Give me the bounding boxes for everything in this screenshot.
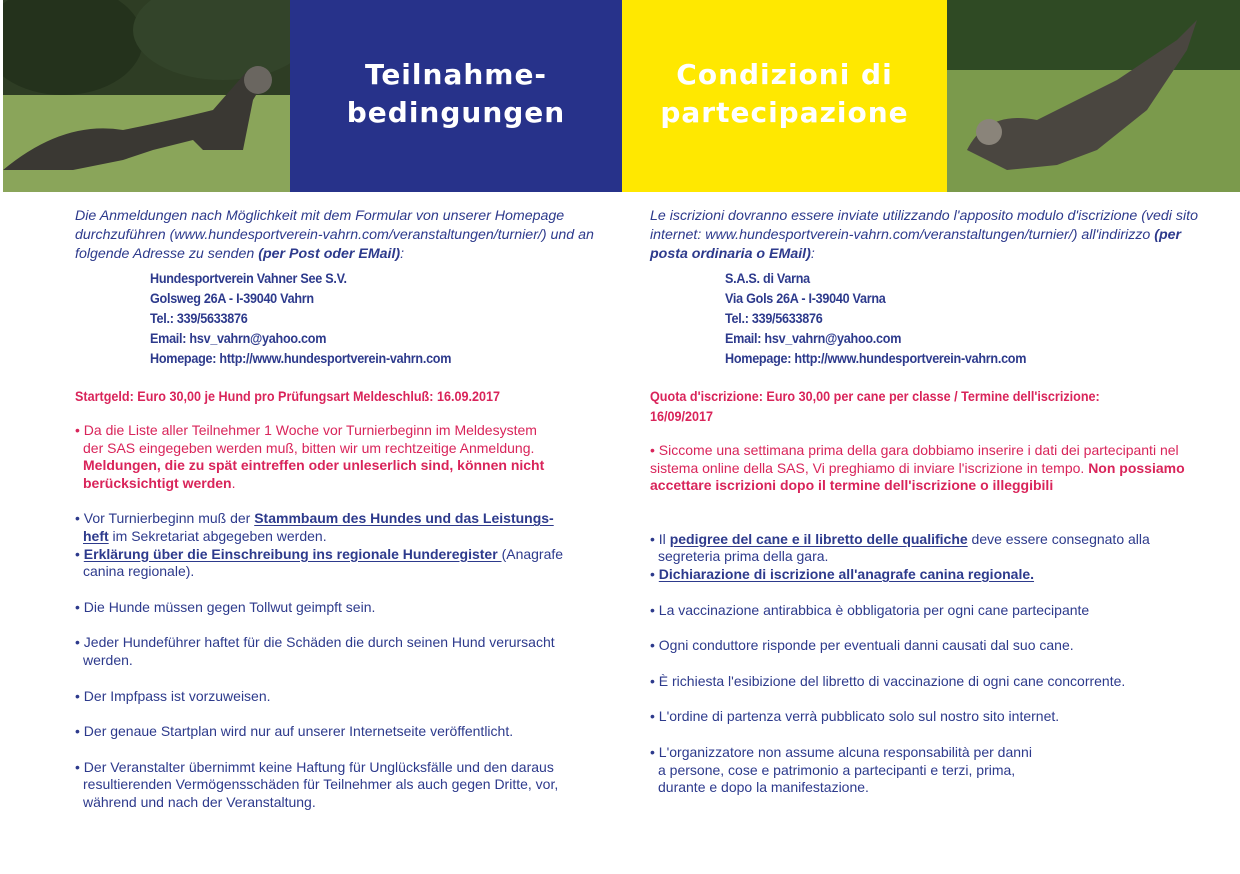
list-item: • Jeder Hundeführer haftet für die Schäden die durch seinen Hund verursacht werden.: [75, 634, 555, 668]
list-item: • Dichiarazione di iscrizione all'anagrafe canina regionale.: [650, 565, 1035, 582]
header-banner: [3, 0, 1240, 192]
intro-italian: Le iscrizioni dovranno essere inviate utilizzando l'apposito modulo d'iscrizione (vedi sito internet: www.hundesportverein-vahrn.com/veranstaltungen/turnier/) all'indirizzo (per posta ordinaria o EMail):: [650, 208, 1198, 262]
list-item: • Il pedigree del cane e il libretto delle qualifiche deve essere consegnato alla segreteria prima della gara.: [650, 530, 1150, 565]
list-item: • Der Veranstalter übernimmt keine Haftung für Unglücksfälle und den daraus resultierenden Vermögensschäden für Teilnehmer als auch gegen Dritte, vor, während und nach der Veranstaltung.: [75, 758, 559, 810]
address-line: Golsweg 26A - I-39040 Vahrn: [150, 290, 314, 306]
list-item: • Der genaue Startplan wird nur auf unserer Internetseite veröffentlicht.: [75, 723, 514, 740]
list-item: • Die Hunde müssen gegen Tollwut geimpft sein.: [75, 598, 376, 615]
photo-dog-jumping-right: [947, 0, 1240, 192]
title-italian: Condizioni di partecipazione: [660, 58, 909, 129]
homepage-line: Homepage: http://www.hundesportverein-vahrn.com: [725, 350, 1027, 366]
intro-german: Die Anmeldungen nach Möglichkeit mit dem Formular von unserer Homepage durchzuführen (www.hundesportverein-vahrn.com/veranstaltungen/turnier/) und an folgende Adresse zu senden (per Post oder EMail):: [75, 208, 594, 262]
list-item: • Siccome una settimana prima della gara dobbiamo inserire i dati dei partecipanti nel sistema online della SAS, Vi preghiamo di inviare l'iscrizione in tempo. Non possiamo accettare iscrizioni dopo il termine dell'iscrizione o illeggibili: [650, 442, 1185, 494]
address-line: Hundesportverein Vahner See S.V.: [150, 270, 347, 286]
title-band-german: [290, 0, 622, 192]
phone-line: Tel.: 339/5633876: [150, 310, 248, 326]
list-item: • È richiesta l'esibizione del libretto di vaccinazione di ogni cane concorrente.: [650, 672, 1126, 689]
list-item: • Da die Liste aller Teilnehmer 1 Woche vor Turnierbeginn im Meldesystem der SAS eingegeben werden muß, bitten wir um rechtzeitige Anmeldung. Meldungen, die zu spät eintreffen oder unleserlich sind, können nicht berücksichtigt werden.: [75, 422, 545, 491]
address-line: S.A.S. di Varna: [725, 270, 810, 286]
email-line: Email: hsv_vahrn@yahoo.com: [150, 330, 327, 346]
title-band-italian: [622, 0, 947, 192]
list-item: • L'organizzatore non assume alcuna responsabilità per danni a persone, cose e patrimonio a partecipanti e terzi, prima, durante e dopo la manifestazione.: [650, 743, 1032, 796]
list-item: • L'ordine di partenza verrà pubblicato solo sul nostro sito internet.: [650, 708, 1060, 725]
homepage-line: Homepage: http://www.hundesportverein-vahrn.com: [150, 350, 452, 366]
fee-german: Startgeld: Euro 30,00 je Hund pro Prüfungsart Meldeschluß: 16.09.2017: [75, 388, 501, 404]
phone-line: Tel.: 339/5633876: [725, 310, 823, 326]
list-item: • La vaccinazione antirabbica è obbligatoria per ogni cane partecipante: [650, 601, 1090, 618]
fee-italian: Quota d'iscrizione: Euro 30,00 per cane per classe / Termine dell'iscrizione: 16/09/2017: [650, 388, 1100, 424]
email-line: Email: hsv_vahrn@yahoo.com: [725, 330, 902, 346]
address-block-german: [150, 268, 560, 368]
list-item: • Vor Turnierbeginn muß der Stammbaum des Hundes und das Leistungs- heft im Sekretariat abgegeben werden.: [75, 510, 554, 544]
list-item: • Erklärung über die Einschreibung ins regionale Hunderegister (Anagrafe canina regionale).: [75, 545, 564, 580]
photo-dog-jumping-left: [3, 0, 290, 192]
address-block-italian: [725, 268, 1162, 368]
address-line: Via Gols 26A - I-39040 Varna: [725, 290, 886, 306]
italian-conditions-column: [650, 207, 1210, 797]
list-item: • Der Impfpass ist vorzuweisen.: [75, 687, 271, 704]
title-german: Teilnahme- bedingungen: [346, 58, 566, 129]
german-conditions-column: [75, 207, 605, 812]
list-item: • Ogni conduttore risponde per eventuali danni causati dal suo cane.: [650, 637, 1074, 654]
